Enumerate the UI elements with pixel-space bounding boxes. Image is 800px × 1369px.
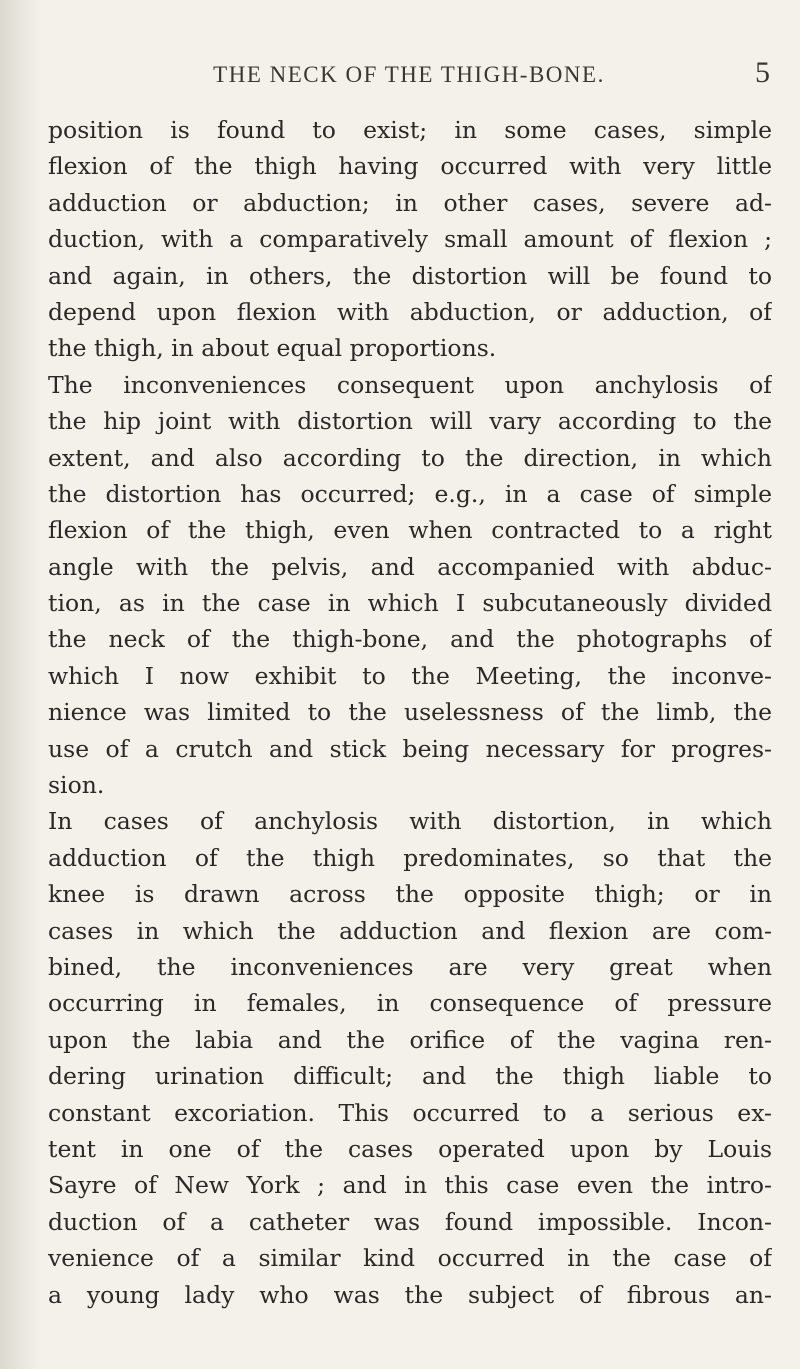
text-line: use of a crutch and stick being necessary for progres-	[48, 734, 772, 763]
text-line: sion.	[48, 771, 105, 800]
text-line: In cases of anchylosis with distortion, in which	[48, 807, 772, 836]
text-line: bined, the inconveniences are very great when	[48, 952, 772, 981]
text-line: which I now exhibit to the Meeting, the inconve-	[48, 661, 772, 690]
text-line: duction, with a comparatively small amount of flexion ;	[48, 225, 772, 254]
text-line: venience of a similar kind occurred in the case of	[48, 1244, 772, 1273]
text-line: nience was limited to the uselessness of the limb, the	[48, 698, 772, 727]
text-line: Sayre of New York ; and in this case even the intro-	[48, 1171, 772, 1200]
text-line: duction of a catheter was found impossible. Incon-	[48, 1207, 772, 1236]
running-head	[48, 56, 770, 102]
text-line: knee is drawn across the opposite thigh; or in	[48, 880, 772, 909]
text-line: tion, as in the case in which I subcutaneously divided	[48, 589, 772, 618]
text-line: the neck of the thigh-bone, and the photographs of	[48, 625, 772, 654]
text-line: constant excoriation. This occurred to a serious ex-	[48, 1098, 772, 1127]
text-line: the hip joint with distortion will vary according to the	[48, 407, 772, 436]
text-line: upon the labia and the orifice of the vagina ren-	[48, 1025, 772, 1054]
page-number: 5	[755, 56, 770, 89]
body-text	[48, 112, 772, 1313]
text-line: adduction or abduction; in other cases, severe ad-	[48, 188, 772, 217]
text-line: and again, in others, the distortion will be found to	[48, 261, 772, 290]
running-title: THE NECK OF THE THIGH-BONE.	[213, 62, 605, 87]
text-line: adduction of the thigh predominates, so that the	[48, 843, 772, 872]
text-line: depend upon flexion with abduction, or adduction, of	[48, 297, 772, 326]
text-line: extent, and also according to the direction, in which	[48, 443, 772, 472]
text-line: the distortion has occurred; e.g., in a case of simple	[48, 479, 772, 508]
text-line: flexion of the thigh, even when contracted to a right	[48, 516, 772, 545]
text-line: The inconveniences consequent upon anchylosis of	[48, 370, 772, 399]
text-line: a young lady who was the subject of fibrous an-	[48, 1280, 772, 1309]
text-line: cases in which the adduction and flexion are com-	[48, 916, 772, 945]
text-line: dering urination difficult; and the thigh liable to	[48, 1062, 772, 1091]
text-line: position is found to exist; in some cases, simple	[48, 116, 772, 144]
text-line: angle with the pelvis, and accompanied with abduc-	[48, 552, 772, 581]
text-line: tent in one of the cases operated upon by Louis	[48, 1134, 772, 1163]
text-line: the thigh, in about equal proportions.	[48, 334, 497, 363]
text-line: flexion of the thigh having occurred with very little	[48, 152, 772, 181]
text-line: occurring in females, in consequence of pressure	[48, 989, 772, 1018]
